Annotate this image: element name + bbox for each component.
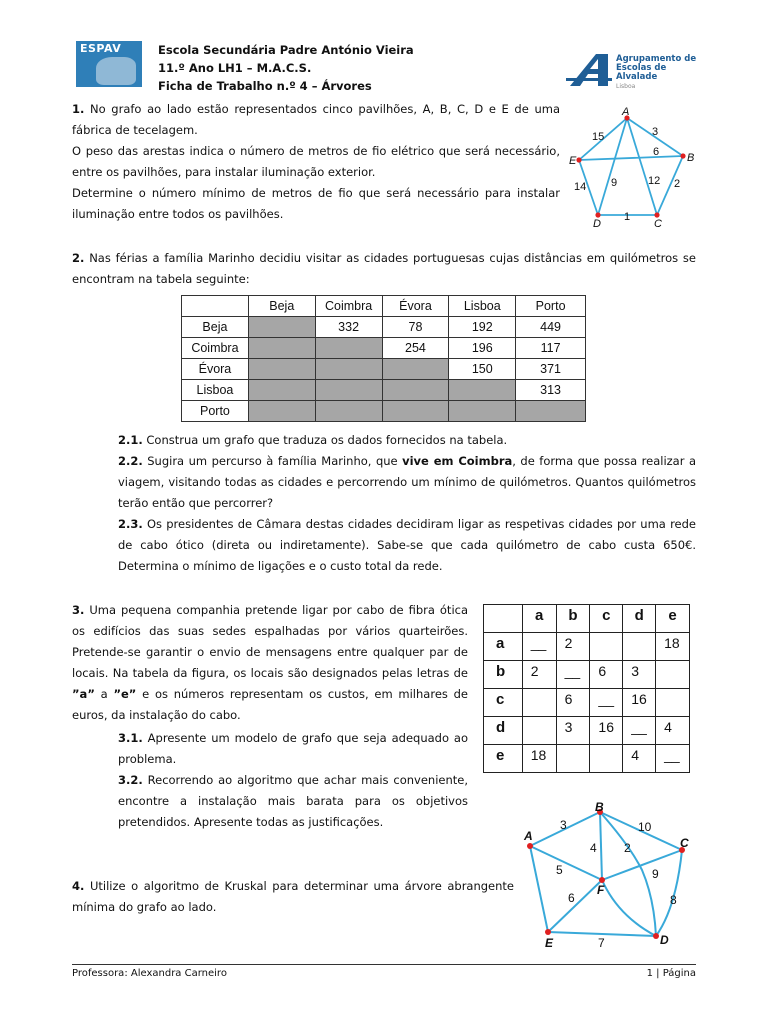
q2-2-emphasis: vive em Coimbra: [402, 454, 513, 468]
corner-cell: [484, 605, 523, 633]
node-d: [653, 933, 659, 939]
table-row: [484, 633, 690, 661]
q3-quote-a: ”a”: [72, 687, 95, 701]
table-cell: 16: [590, 717, 623, 745]
node-c: [654, 212, 659, 217]
table-cell: [449, 401, 516, 422]
distance-table: [181, 295, 586, 422]
row-header: b: [484, 661, 523, 689]
row-header: Lisboa: [182, 380, 249, 401]
question-1: [72, 99, 560, 225]
weight-b-c: 2: [674, 178, 681, 190]
q2-2-text-c: , de forma que possa realizar a viagem, visitando todas as cidades e percorrendo um mínimo de quilómetros. Quantos quilómetros terão então que percorrer?: [118, 454, 696, 510]
table-cell: 192: [449, 317, 516, 338]
label-node-a: A: [622, 106, 630, 118]
q3-2: [118, 770, 468, 833]
question-2: [72, 248, 696, 290]
q2-3-number: 2.3.: [118, 517, 143, 531]
label-node-d: D: [660, 933, 669, 947]
q3-subquestions: [118, 728, 468, 833]
node-a: [527, 843, 533, 849]
table-cell: __: [590, 689, 623, 717]
logo-line-3: Lisboa: [616, 83, 636, 90]
q3-1: [118, 728, 468, 770]
weight-d-c: 1: [624, 211, 631, 223]
q2-1-text: Construa um grafo que traduza os dados fornecidos na tabela.: [146, 433, 508, 447]
table-cell: 6: [590, 661, 623, 689]
header-block: [158, 41, 414, 95]
school-name: Escola Secundária Padre António Vieira: [158, 43, 414, 57]
column-header: a: [522, 605, 556, 633]
row-header: e: [484, 745, 523, 773]
column-header: e: [656, 605, 690, 633]
label-node-e: E: [569, 155, 577, 167]
weight-b-d: 2: [624, 841, 631, 855]
table-cell: 4: [656, 717, 690, 745]
logo-line-1: Agrupamento de: [616, 54, 697, 64]
q1-text-2: O peso das arestas indica o número de metros de fio elétrico que será necessário, entre os pavilhões, para instalar iluminação exterior.: [72, 144, 560, 179]
table-cell: 254: [382, 338, 449, 359]
q1-number: 1.: [72, 102, 85, 116]
q3-text-c: a: [100, 687, 108, 701]
table-cell: [590, 633, 623, 661]
table-row: [182, 338, 586, 359]
column-header: c: [590, 605, 623, 633]
label-node-e: E: [545, 936, 554, 950]
question-3: [72, 600, 468, 726]
label-node-c: C: [680, 836, 689, 850]
table-row: [182, 317, 586, 338]
corner-cell: [182, 296, 249, 317]
q1-text-1: No grafo ao lado estão representados cinco pavilhões, A, B, C, D e E de uma fábrica de tecelagem.: [72, 102, 560, 137]
table-cell: __: [522, 633, 556, 661]
table-cell: [315, 359, 382, 380]
row-header: d: [484, 717, 523, 745]
grouping-logo: [566, 50, 706, 90]
q4-number: 4.: [72, 879, 85, 893]
table-row: [182, 380, 586, 401]
q3-text-e: e os números representam os custos, em milhares de euros, da instalação do cabo.: [72, 687, 469, 722]
table-cell: __: [656, 745, 690, 773]
table-cell: [382, 359, 449, 380]
table-cell: 371: [516, 359, 586, 380]
edge-f-e: [548, 880, 602, 932]
q2-1-number: 2.1.: [118, 433, 143, 447]
weight-a-c: 12: [648, 175, 661, 187]
weight-a-b: 3: [560, 818, 567, 832]
table-cell: [315, 380, 382, 401]
sheet-title: Ficha de Trabalho n.º 4 – Árvores: [158, 79, 372, 93]
table-cell: 2: [522, 661, 556, 689]
weight-a-e: 15: [592, 131, 605, 143]
row-header: a: [484, 633, 523, 661]
q2-text: Nas férias a família Marinho decidiu visitar as cidades portuguesas cujas distâncias em quilómetros se encontram na tabela seguinte:: [72, 251, 696, 286]
q3-1-text: Apresente um modelo de grafo que seja adequado ao problema.: [118, 731, 468, 766]
table-cell: __: [556, 661, 590, 689]
table-cell: [449, 380, 516, 401]
label-node-a: A: [524, 829, 533, 843]
column-header: b: [556, 605, 590, 633]
table-cell: __: [623, 717, 656, 745]
school-logo: [76, 41, 142, 87]
q2-subquestions: [118, 430, 696, 577]
q2-2-text-a: Sugira um percurso à família Marinho, que: [147, 454, 398, 468]
table-cell: 313: [516, 380, 586, 401]
q2-3-text: Os presidentes de Câmara destas cidades decidiram ligar as respetivas cidades por uma rede de cabo ótico (direta ou indiretamente). Sabe-se que cada quilómetro de cabo custa 650€. Determina o mínimo de ligações e o custo total da rede.: [118, 517, 696, 573]
portrait-icon: [96, 57, 136, 85]
q2-2-number: 2.2.: [118, 454, 143, 468]
grouping-logo-text: [616, 55, 706, 91]
table-header-row: [484, 605, 690, 633]
table-cell: 3: [556, 717, 590, 745]
table-row: [484, 689, 690, 717]
table-cell: [315, 401, 382, 422]
school-logo-text: ESPAV: [80, 42, 122, 55]
table-cell: 16: [623, 689, 656, 717]
label-node-f: F: [597, 883, 605, 897]
row-header: Beja: [182, 317, 249, 338]
footer-teacher: Professora: Alexandra Carneiro: [72, 968, 227, 979]
row-header: c: [484, 689, 523, 717]
table-cell: 18: [522, 745, 556, 773]
table-cell: 4: [623, 745, 656, 773]
weight-b-c: 10: [638, 820, 652, 834]
table-cell: [522, 717, 556, 745]
weight-c-d: 8: [670, 893, 677, 907]
q4-graph: [514, 798, 700, 954]
edge-a-e: [530, 846, 548, 932]
table-cell: [623, 633, 656, 661]
table-row: [484, 745, 690, 773]
weight-e-d: 14: [574, 181, 587, 193]
table-cell: [556, 745, 590, 773]
q4-text: Utilize o algoritmo de Kruskal para determinar uma árvore abrangente mínima do grafo ao lado.: [72, 879, 515, 914]
q1-text-3: Determine o número mínimo de metros de fio que será necessário para instalar iluminação entre todos os pavilhões.: [72, 186, 560, 221]
table-cell: 117: [516, 338, 586, 359]
table-cell: [248, 338, 315, 359]
column-header: Lisboa: [449, 296, 516, 317]
row-header: Porto: [182, 401, 249, 422]
question-4: [72, 876, 514, 918]
table-row: [182, 401, 586, 422]
table-cell: 3: [623, 661, 656, 689]
table-cell: 2: [556, 633, 590, 661]
table-cell: [248, 317, 315, 338]
table-cell: [522, 689, 556, 717]
table-row: [484, 661, 690, 689]
label-node-d: D: [593, 218, 601, 228]
q2-number: 2.: [72, 251, 85, 265]
edge-e-b: [579, 156, 683, 160]
q3-2-text: Recorrendo ao algoritmo que achar mais conveniente, encontre a instalação mais barata para os objetivos pretendidos. Apresente todas as justificações.: [118, 773, 469, 829]
q1-graph: [562, 104, 702, 228]
weight-f-e: 6: [568, 891, 575, 905]
table-cell: [516, 401, 586, 422]
table-cell: 78: [382, 317, 449, 338]
label-node-b: B: [687, 152, 695, 164]
table-cell: 18: [656, 633, 690, 661]
table-row: [484, 717, 690, 745]
table-cell: [656, 689, 690, 717]
table-cell: 332: [315, 317, 382, 338]
table-cell: 6: [556, 689, 590, 717]
weight-e-b: 6: [653, 146, 660, 158]
table-cell: [248, 401, 315, 422]
table-cell: 449: [516, 317, 586, 338]
footer-page: 1 | Página: [646, 968, 696, 979]
q2-1: [118, 430, 696, 451]
column-header: Coimbra: [315, 296, 382, 317]
table-cell: [248, 359, 315, 380]
label-node-c: C: [654, 218, 662, 228]
q3-quote-e: ”e”: [113, 687, 137, 701]
q3-text-a: Uma pequena companhia pretende ligar por cabo de fibra ótica os edifícios das suas sedes espalhadas por vários quarteirões. Pretende-se garantir o envio de mensagens entre qualquer par de locais. Na tabela da figura, os locais são designados pelas letras de: [72, 603, 469, 680]
q2-2: [118, 451, 696, 514]
label-node-b: B: [595, 800, 604, 814]
column-header: Beja: [248, 296, 315, 317]
table-cell: [382, 401, 449, 422]
table-cell: 150: [449, 359, 516, 380]
table-cell: [382, 380, 449, 401]
edge-c-d: [656, 850, 682, 936]
weight-c-f: 9: [652, 867, 659, 881]
q2-3: [118, 514, 696, 577]
node-e: [576, 157, 581, 162]
table-cell: [656, 661, 690, 689]
node-e: [545, 929, 551, 935]
weight-e-d: 7: [598, 936, 605, 950]
table-cell: [590, 745, 623, 773]
cost-table: [483, 604, 690, 773]
weight-a-b: 3: [652, 126, 659, 138]
q3-1-number: 3.1.: [118, 731, 143, 745]
weight-a-f: 5: [556, 863, 563, 877]
column-header: Porto: [516, 296, 586, 317]
node-d: [595, 212, 600, 217]
logo-line-2: Escolas de Alvalade: [616, 63, 667, 82]
edge-b-f: [600, 812, 602, 880]
row-header: Coimbra: [182, 338, 249, 359]
table-row: [182, 359, 586, 380]
q3-2-number: 3.2.: [118, 773, 143, 787]
column-header: Évora: [382, 296, 449, 317]
row-header: Évora: [182, 359, 249, 380]
table-header-row: [182, 296, 586, 317]
table-cell: 196: [449, 338, 516, 359]
weight-a-d: 9: [611, 177, 618, 189]
class-name: 11.º Ano LH1 – M.A.C.S.: [158, 61, 312, 75]
table-cell: [315, 338, 382, 359]
column-header: d: [623, 605, 656, 633]
q3-number: 3.: [72, 603, 85, 617]
node-b: [680, 153, 685, 158]
edge-c-f: [602, 850, 682, 880]
weight-b-f: 4: [590, 841, 597, 855]
table-cell: [248, 380, 315, 401]
footer: [72, 964, 696, 979]
